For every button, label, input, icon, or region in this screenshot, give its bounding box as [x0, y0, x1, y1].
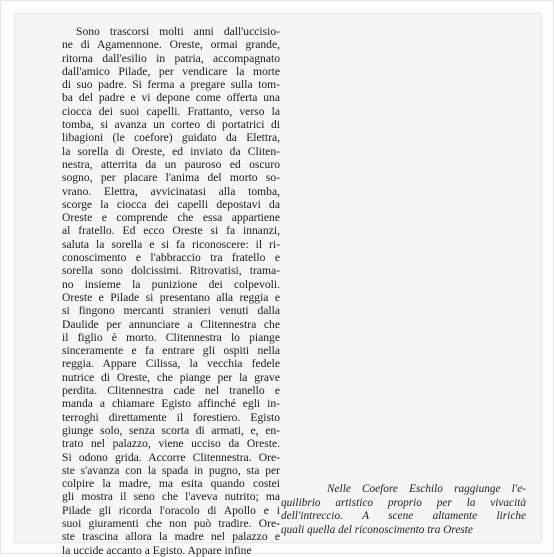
note-line: quali quella del riconoscimento tra Oreste: [281, 524, 473, 537]
text-line: Si odono grida. Accorre Clitennestra. Ore-: [62, 450, 280, 464]
note-line: Nelle Coefore Eschilo raggiunge l'e-: [327, 483, 526, 495]
text-line: saluta la sorella e si fa riconoscere: il ri-: [62, 237, 280, 251]
main-text-column: [62, 25, 280, 557]
text-line: il figlio è morto. Clitennestra lo piange: [62, 330, 280, 344]
text-line: ne di Agamennone. Oreste, ormai grande,: [62, 38, 280, 52]
text-line: perdita. Clitennestra cade nel tranello e: [62, 384, 280, 398]
text-line: reggia. Appare Cilissa, la vecchia fedele: [62, 357, 280, 371]
text-line: vrano. Elettra, avvicinatasi alla tomba,: [62, 184, 280, 198]
text-line: libagioni (le coefore) guidato da Elettra,: [62, 131, 280, 145]
text-line: scorge la ciocca dei capelli depostavi da: [62, 197, 280, 211]
text-line: si fingono mercanti stranieri venuti dalla: [62, 304, 280, 318]
text-line: conoscimento e l'abbraccio tra fratello e: [62, 251, 280, 265]
text-line: colpire la madre, ma esita quando costei: [62, 477, 280, 491]
text-line: dall'amico Pilade, per vendicare la morte: [62, 64, 280, 78]
text-line: terroghi direttamente il forestiero. Egisto: [62, 410, 280, 424]
text-line: nutrice di Oreste, che piange per la grave: [62, 370, 280, 384]
text-line: suoi giuramenti che non può tradire. Ore-: [62, 516, 280, 530]
text-line: Sono trascorsi molti anni dall'uccisio-: [76, 25, 280, 38]
text-line: trato nel palazzo, viene ucciso da Oreste.: [62, 437, 280, 451]
text-line: giunge solo, senza scorta di armati, e, en-: [62, 423, 280, 437]
text-line: Pilade gli ricorda l'oracolo di Apollo e i: [62, 503, 280, 517]
text-line: nestra, atterrita da un pauroso ed oscuro: [62, 157, 280, 171]
text-line: sinceramente e fa entrare gli ospiti nella: [62, 344, 280, 358]
text-line: ste s'avanza con la spada in pugno, sta per: [62, 463, 280, 477]
text-line: ba del padre e vi depone come offerta una: [62, 91, 280, 105]
text-line: ritorna dall'esilio in patria, accompagnato: [62, 51, 280, 65]
text-line: Daulide per annunciare a Clitennestra che: [62, 317, 280, 331]
text-line: ste trascina allora la madre nel palazzo e: [62, 530, 280, 544]
text-line: manda a chiamare Egisto affinché egli in-: [62, 397, 280, 411]
note-line: quilibrio artistico proprio per la vivacità: [281, 496, 526, 509]
text-line: di suo padre. Si ferma a pregare sulla tom-: [62, 78, 280, 92]
text-line: tomba, si avanza un corteo di portatrici di: [62, 118, 280, 132]
text-line: no insieme la punizione dei colpevoli.: [62, 277, 280, 291]
text-line: la uccide accanto a Egisto. Appare infine: [62, 543, 252, 557]
text-line: sogno, per placare l'anima del morto so-: [62, 171, 280, 185]
text-line: sorella sono dolcissimi. Ritrovatisi, trama-: [62, 264, 280, 278]
text-line: Oreste e Pilade si presentano alla reggia e: [62, 290, 280, 304]
text-line: al fratello. Ed ecco Oreste si fa innanzi,: [62, 224, 280, 238]
text-line: ciocca dei suoi capelli. Frattanto, verso la: [62, 104, 280, 118]
text-line: gli mostra il seno che l'aveva nutrito; ma: [62, 490, 280, 504]
text-line: Oreste e comprende che essa appartiene: [62, 211, 280, 225]
book-page: [15, 14, 541, 557]
text-line: la sorella di Oreste, ed inviato da Cliten-: [62, 144, 280, 158]
margin-note: [281, 483, 526, 538]
note-line: dell'intreccio. A scene altamente liriche: [281, 510, 526, 523]
